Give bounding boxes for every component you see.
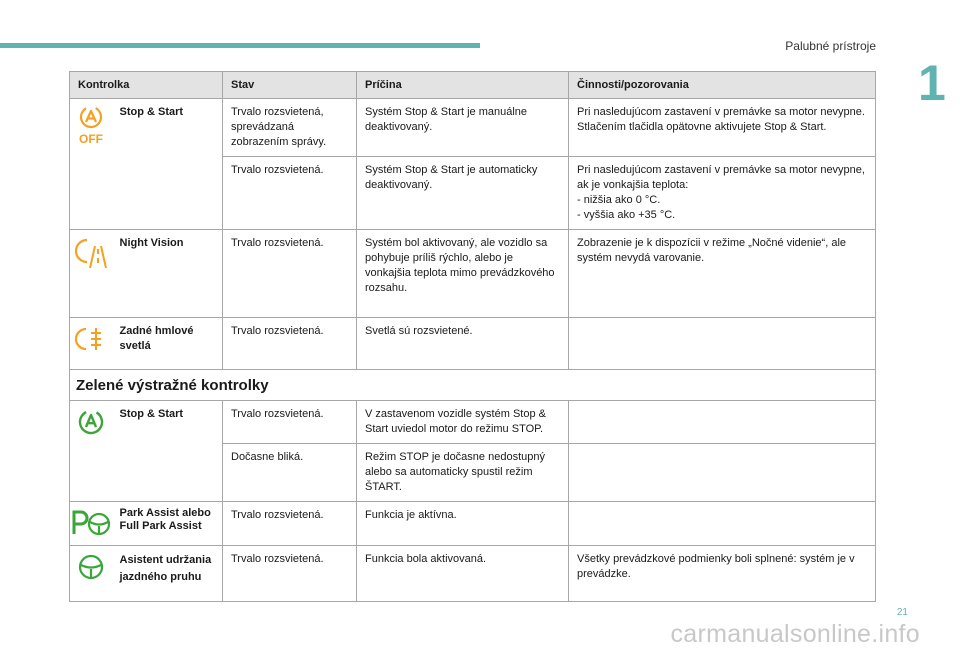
icon-cell xyxy=(70,99,112,230)
column-header-stav: Stav xyxy=(223,72,357,99)
table-row xyxy=(70,546,876,602)
light-name: Stop & Start xyxy=(112,401,223,502)
auto-stop-icon xyxy=(76,407,106,437)
pricina-cell: Funkcia bola aktivovaná. xyxy=(357,546,569,602)
watermark-text: carmanualsonline.info xyxy=(670,620,920,648)
cinnosti-cell xyxy=(569,401,876,444)
column-header-cinnosti: Činnosti/pozorovania xyxy=(569,72,876,99)
light-name: Zadné hmlové svetlá xyxy=(112,318,223,370)
column-header-pricina: Príčina xyxy=(357,72,569,99)
column-header-kontrolka: Kontrolka xyxy=(70,72,223,99)
pricina-cell: Svetlá sú rozsvietené. xyxy=(357,318,569,370)
cinnosti-cell xyxy=(569,502,876,546)
table-row xyxy=(70,502,876,546)
cinnosti-line: Pri nasledujúcom zastavení v premávke sa motor nevypne. xyxy=(577,106,865,118)
pricina-cell: Systém bol aktivovaný, ale vozidlo sa pohybuje príliš rýchlo, alebo je vonkajšia teplota mimo prevádzkového rozsahu. xyxy=(357,230,569,318)
table-row xyxy=(70,318,876,370)
cinnosti-cell xyxy=(569,157,876,230)
warning-lights-table xyxy=(69,71,876,602)
light-name: Asistent udržania jazdného pruhu xyxy=(112,546,223,602)
table-row xyxy=(70,230,876,318)
pricina-cell: Systém Stop & Start je manuálne deaktivovaný. xyxy=(357,99,569,157)
auto-stop-off-icon xyxy=(74,105,108,145)
icon-cell xyxy=(70,230,112,318)
pricina-cell: V zastavenom vozidle systém Stop & Start uviedol motor do režimu STOP. xyxy=(357,401,569,444)
header-accent-bar xyxy=(0,43,480,48)
stav-cell: Trvalo rozsvietená. xyxy=(223,230,357,318)
cinnosti-line: Stlačením tlačidla opätovne aktivujete Stop & Start. xyxy=(577,121,827,133)
stav-cell: Trvalo rozsvietená. xyxy=(223,401,357,444)
page-number: 21 xyxy=(896,607,908,618)
park-assist-icon xyxy=(71,508,111,538)
cinnosti-cell: Zobrazenie je k dispozícii v režime „Nočné videnie“, ale systém nevydá varovanie. xyxy=(569,230,876,318)
cinnosti-bullet: - vyššia ako +35 °C. xyxy=(577,209,676,221)
night-vision-icon xyxy=(73,236,109,272)
icon-cell xyxy=(70,502,112,546)
stav-cell: Trvalo rozsvietená, sprevádzaná zobrazením správy. xyxy=(223,99,357,157)
svg-text:OFF: OFF xyxy=(78,132,103,145)
stav-cell: Trvalo rozsvietená. xyxy=(223,546,357,602)
table-row xyxy=(70,99,876,157)
icon-cell xyxy=(70,401,112,502)
light-name: Park Assist alebo Full Park Assist xyxy=(112,502,223,546)
lane-keeping-icon xyxy=(76,552,106,582)
stav-cell: Trvalo rozsvietená. xyxy=(223,318,357,370)
chapter-tab xyxy=(908,55,960,111)
cinnosti-cell: Všetky prevádzkové podmienky boli splnené: systém je v prevádzke. xyxy=(569,546,876,602)
cinnosti-cell xyxy=(569,99,876,157)
stav-cell: Trvalo rozsvietená. xyxy=(223,157,357,230)
icon-cell xyxy=(70,318,112,370)
stav-cell: Trvalo rozsvietená. xyxy=(223,502,357,546)
pricina-cell: Systém Stop & Start je automaticky deaktivovaný. xyxy=(357,157,569,230)
cinnosti-cell xyxy=(569,444,876,502)
chapter-number: 1 xyxy=(918,55,946,111)
section-title: Palubné prístroje xyxy=(785,39,876,53)
cinnosti-cell xyxy=(569,318,876,370)
cinnosti-intro: Pri nasledujúcom zastavení v premávke sa motor nevypne, ak je vonkajšia teplota: xyxy=(577,164,865,191)
light-name: Stop & Start xyxy=(112,99,223,230)
stav-cell: Dočasne bliká. xyxy=(223,444,357,502)
cinnosti-bullet: - nižšia ako 0 °C. xyxy=(577,194,661,206)
pricina-cell: Funkcia je aktívna. xyxy=(357,502,569,546)
table-header-row xyxy=(70,72,876,99)
light-name: Night Vision xyxy=(112,230,223,318)
green-section-title: Zelené výstražné kontrolky xyxy=(70,370,876,401)
table-row xyxy=(70,401,876,444)
section-row xyxy=(70,370,876,401)
pricina-cell: Režim STOP je dočasne nedostupný alebo sa automaticky spustil režim ŠTART. xyxy=(357,444,569,502)
rear-fog-lamp-icon xyxy=(74,324,108,354)
icon-cell xyxy=(70,546,112,602)
